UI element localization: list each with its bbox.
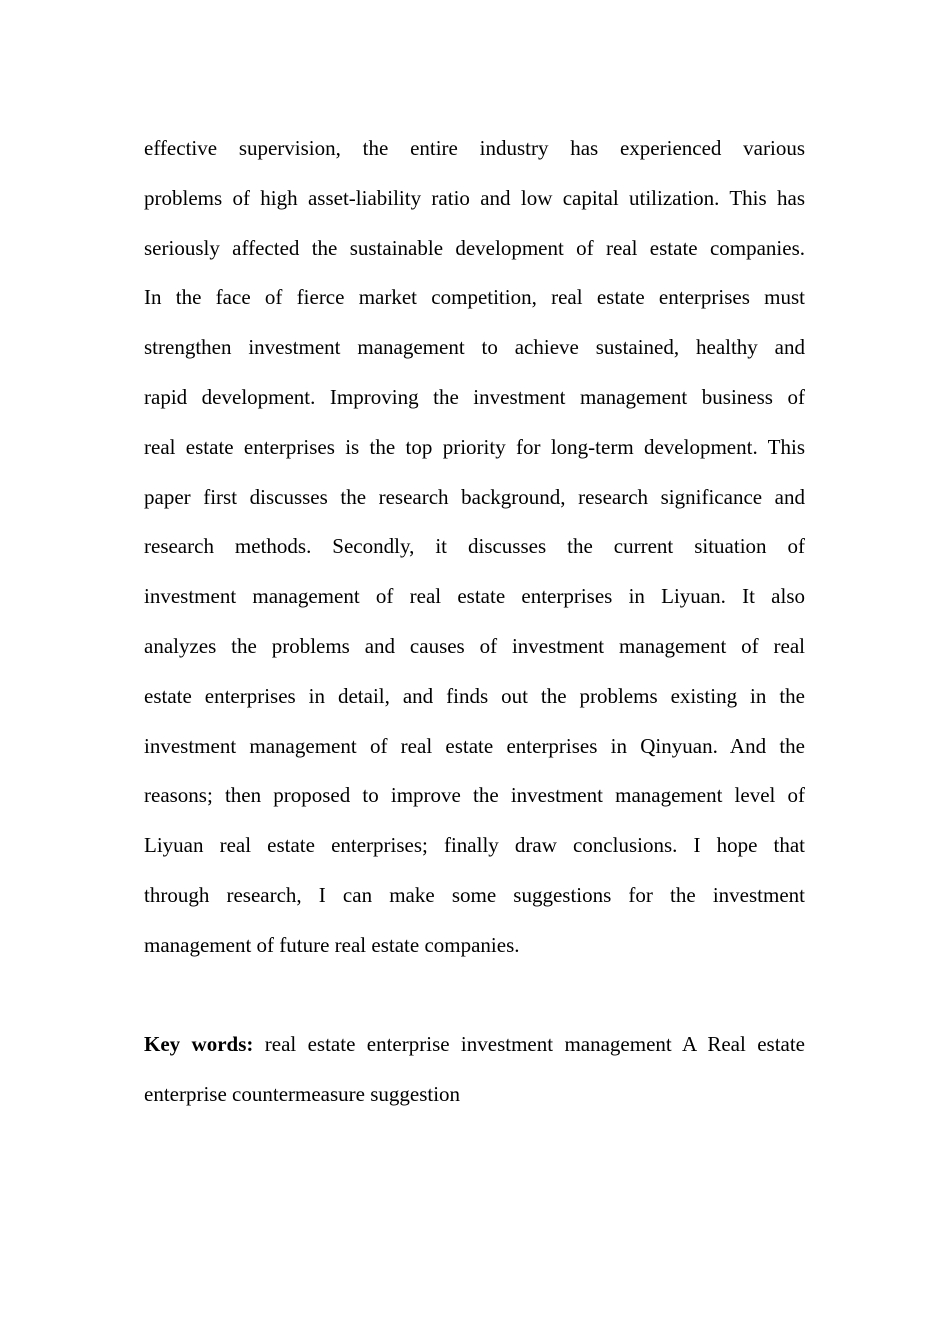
paragraph-line: problems of high asset-liability ratio and low capital utilization. This has xyxy=(144,185,805,210)
paragraph-line: research methods. Secondly, it discusses the current situation of xyxy=(144,534,805,559)
keywords-text: enterprise countermeasure suggestion xyxy=(144,1082,461,1107)
paragraph-line: In the face of fierce market competition, real estate enterprises must xyxy=(144,285,805,310)
paragraph-line: management of future real estate companies. xyxy=(144,932,520,957)
paragraph-line: rapid development. Improving the investment management business of xyxy=(144,384,805,409)
keywords-label: Key words: xyxy=(144,1032,254,1057)
paragraph-line: investment management of real estate enterprises in Qinyuan. And the xyxy=(144,733,805,758)
keywords-line xyxy=(144,1020,805,1070)
keywords-line xyxy=(144,1070,805,1120)
paragraph-line: strengthen investment management to achieve sustained, healthy and xyxy=(144,335,805,360)
section-spacer xyxy=(144,971,805,1021)
keywords-text: real estate enterprise investment management A Real estate xyxy=(264,1032,805,1057)
paragraph-line: reasons; then proposed to improve the investment management level of xyxy=(144,783,805,808)
paragraph-line: analyzes the problems and causes of investment management of real xyxy=(144,633,805,658)
paragraph-line: estate enterprises in detail, and finds out the problems existing in the xyxy=(144,683,805,708)
paragraph-line: Liyuan real estate enterprises; finally draw conclusions. I hope that xyxy=(144,833,805,858)
paragraph-line: investment management of real estate enterprises in Liyuan. It also xyxy=(144,584,805,609)
paragraph-line: through research, I can make some suggestions for the investment xyxy=(144,882,805,907)
abstract-body xyxy=(144,124,805,1120)
paragraph-line: seriously affected the sustainable development of real estate companies. xyxy=(144,235,805,260)
paragraph-line: paper first discusses the research background, research significance and xyxy=(144,484,805,509)
paragraph-line: real estate enterprises is the top priority for long-term development. This xyxy=(144,434,805,459)
paragraph-line: effective supervision, the entire industry has experienced various xyxy=(144,136,805,160)
